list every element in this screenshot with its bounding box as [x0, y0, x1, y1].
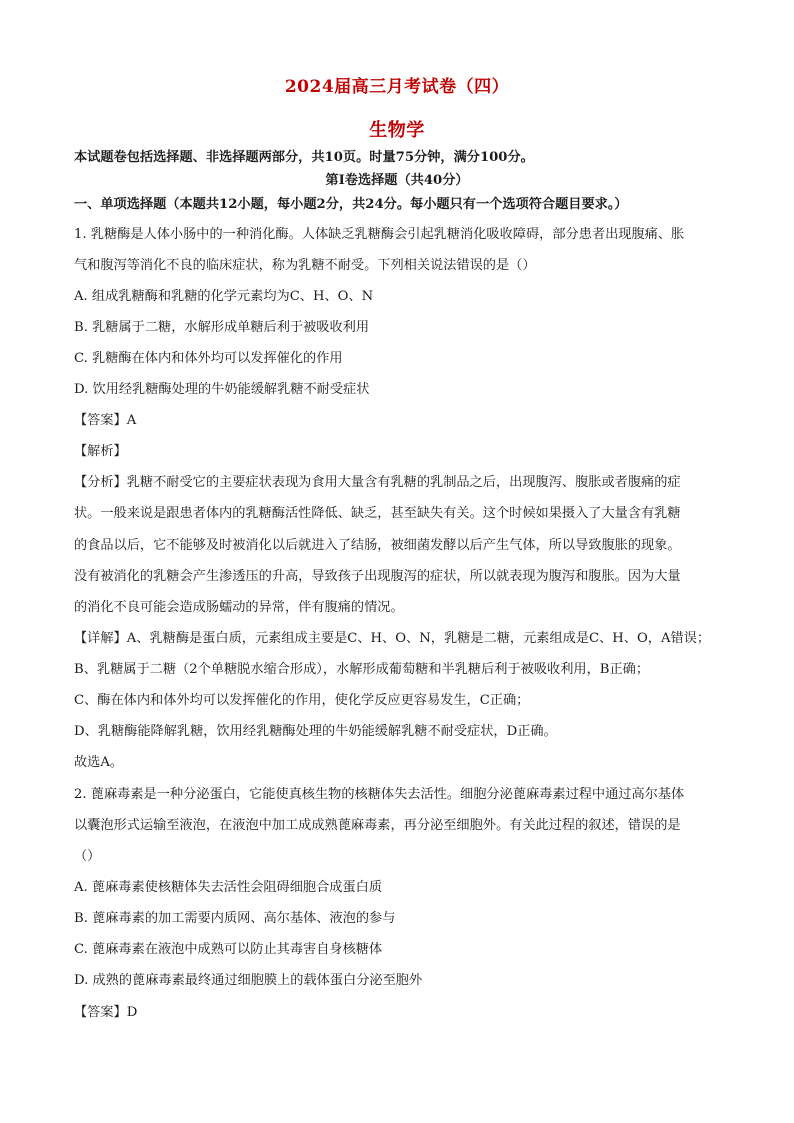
answer-value: D	[126, 1005, 138, 1020]
q1-detail-line: 【详解】A、乳糖酶是蛋白质，元素组成主要是C、H、O、N，乳糖是二糖，元素组成是C、H、O，A错误；	[74, 631, 711, 646]
q1-conclusion: 故选A。	[74, 755, 124, 770]
q1-analysis-line: 的消化不良可能会造成肠蠕动的异常，伴有腹痛的情况。	[74, 600, 404, 615]
q1-analysis-line: 状。一般来说是跟患者体内的乳糖酶活性降低、缺乏，甚至缺失有关。这个时候如果摄入了大量含有乳糖	[74, 506, 681, 521]
q1-analysis-line: 没有被消化的乳糖会产生渗透压的升高，导致孩子出现腹泻的症状，所以就表现为腹泻和腹胀。因为大量	[74, 569, 681, 584]
q1-option-b: B. 乳糖属于二糖，水解形成单糖后利于被吸收利用	[74, 320, 370, 335]
q1-detail-line: B、乳糖属于二糖（2个单糖脱水缩合形成），水解形成葡萄糖和半乳糖后利于被吸收利用，B正确；	[74, 662, 650, 677]
q1-option-d: D. 饮用经乳糖酶处理的牛奶能缓解乳糖不耐受症状	[74, 382, 370, 397]
q1-option-a: A. 组成乳糖酶和乳糖的化学元素均为C、H、O、N	[74, 289, 374, 304]
exam-intro: 本试题卷包括选择题、非选择题两部分，共10页。时量75分钟，满分100分。	[74, 150, 534, 165]
q1-analysis-label: 【解析】	[74, 444, 127, 459]
q2-stem-line: （）	[74, 849, 101, 864]
q1-option-c: C. 乳糖酶在体内和体外均可以发挥催化的作用	[74, 351, 343, 366]
answer-value: A	[126, 413, 137, 428]
q2-option-a: A. 蓖麻毒素使核糖体失去活性会阻碍细胞合成蛋白质	[74, 880, 383, 895]
q2-option-d: D. 成熟的蓖麻毒素最终通过细胞膜上的载体蛋白分泌至胞外	[74, 973, 423, 988]
subject-title: 生物学	[369, 120, 425, 141]
q1-analysis-line: 的食品以后，它不能够及时被消化以后就进入了结肠，被细菌发酵以后产生气体，所以导致腹胀的现象。	[74, 538, 681, 553]
q2-option-b: B. 蓖麻毒素的加工需要内质网、高尔基体、液泡的参与	[74, 911, 396, 926]
q1-analysis-line: 【分析】乳糖不耐受它的主要症状表现为食用大量含有乳糖的乳制品之后，出现腹泻、腹胀或者腹痛的症	[74, 475, 681, 490]
part-one-heading: 一、单项选择题（本题共12小题，每小题2分，共24分。每小题只有一个选项符合题目要求。）	[74, 197, 628, 212]
q1-stem-line: 气和腹泻等消化不良的临床症状，称为乳糖不耐受。下列相关说法错误的是（）	[74, 258, 536, 273]
q1-detail-line: C、酶在体内和体外均可以发挥催化的作用，使化学反应更容易发生，C正确；	[74, 693, 530, 708]
q1-answer	[74, 412, 724, 430]
q2-stem-line: 2. 蓖麻毒素是一种分泌蛋白，它能使真核生物的核糖体失去活性。细胞分泌蓖麻毒素过程中通过高尔基体	[74, 787, 685, 802]
q1-stem-line: 1. 乳糖酶是人体小肠中的一种消化酶。人体缺乏乳糖酶会引起乳糖消化吸收障碍，部分患者出现腹痛、胀	[74, 227, 685, 242]
answer-label: 【答案】	[74, 413, 127, 428]
q2-stem-line: 以囊泡形式运输至液泡，在液泡中加工成成熟蓖麻毒素，再分泌至细胞外。有关此过程的叙述，错误的是	[74, 818, 681, 833]
q2-option-c: C. 蓖麻毒素在液泡中成熟可以防止其毒害自身核糖体	[74, 942, 383, 957]
q2-answer	[74, 1004, 724, 1022]
section-title: 第Ⅰ卷选择题（共40分）	[325, 173, 469, 188]
q1-detail-line: D、乳糖酶能降解乳糖，饮用经乳糖酶处理的牛奶能缓解乳糖不耐受症状，D正确。	[74, 724, 557, 739]
answer-label: 【答案】	[74, 1005, 127, 1020]
exam-title: 2024届高三月考试卷（四）	[284, 77, 510, 97]
